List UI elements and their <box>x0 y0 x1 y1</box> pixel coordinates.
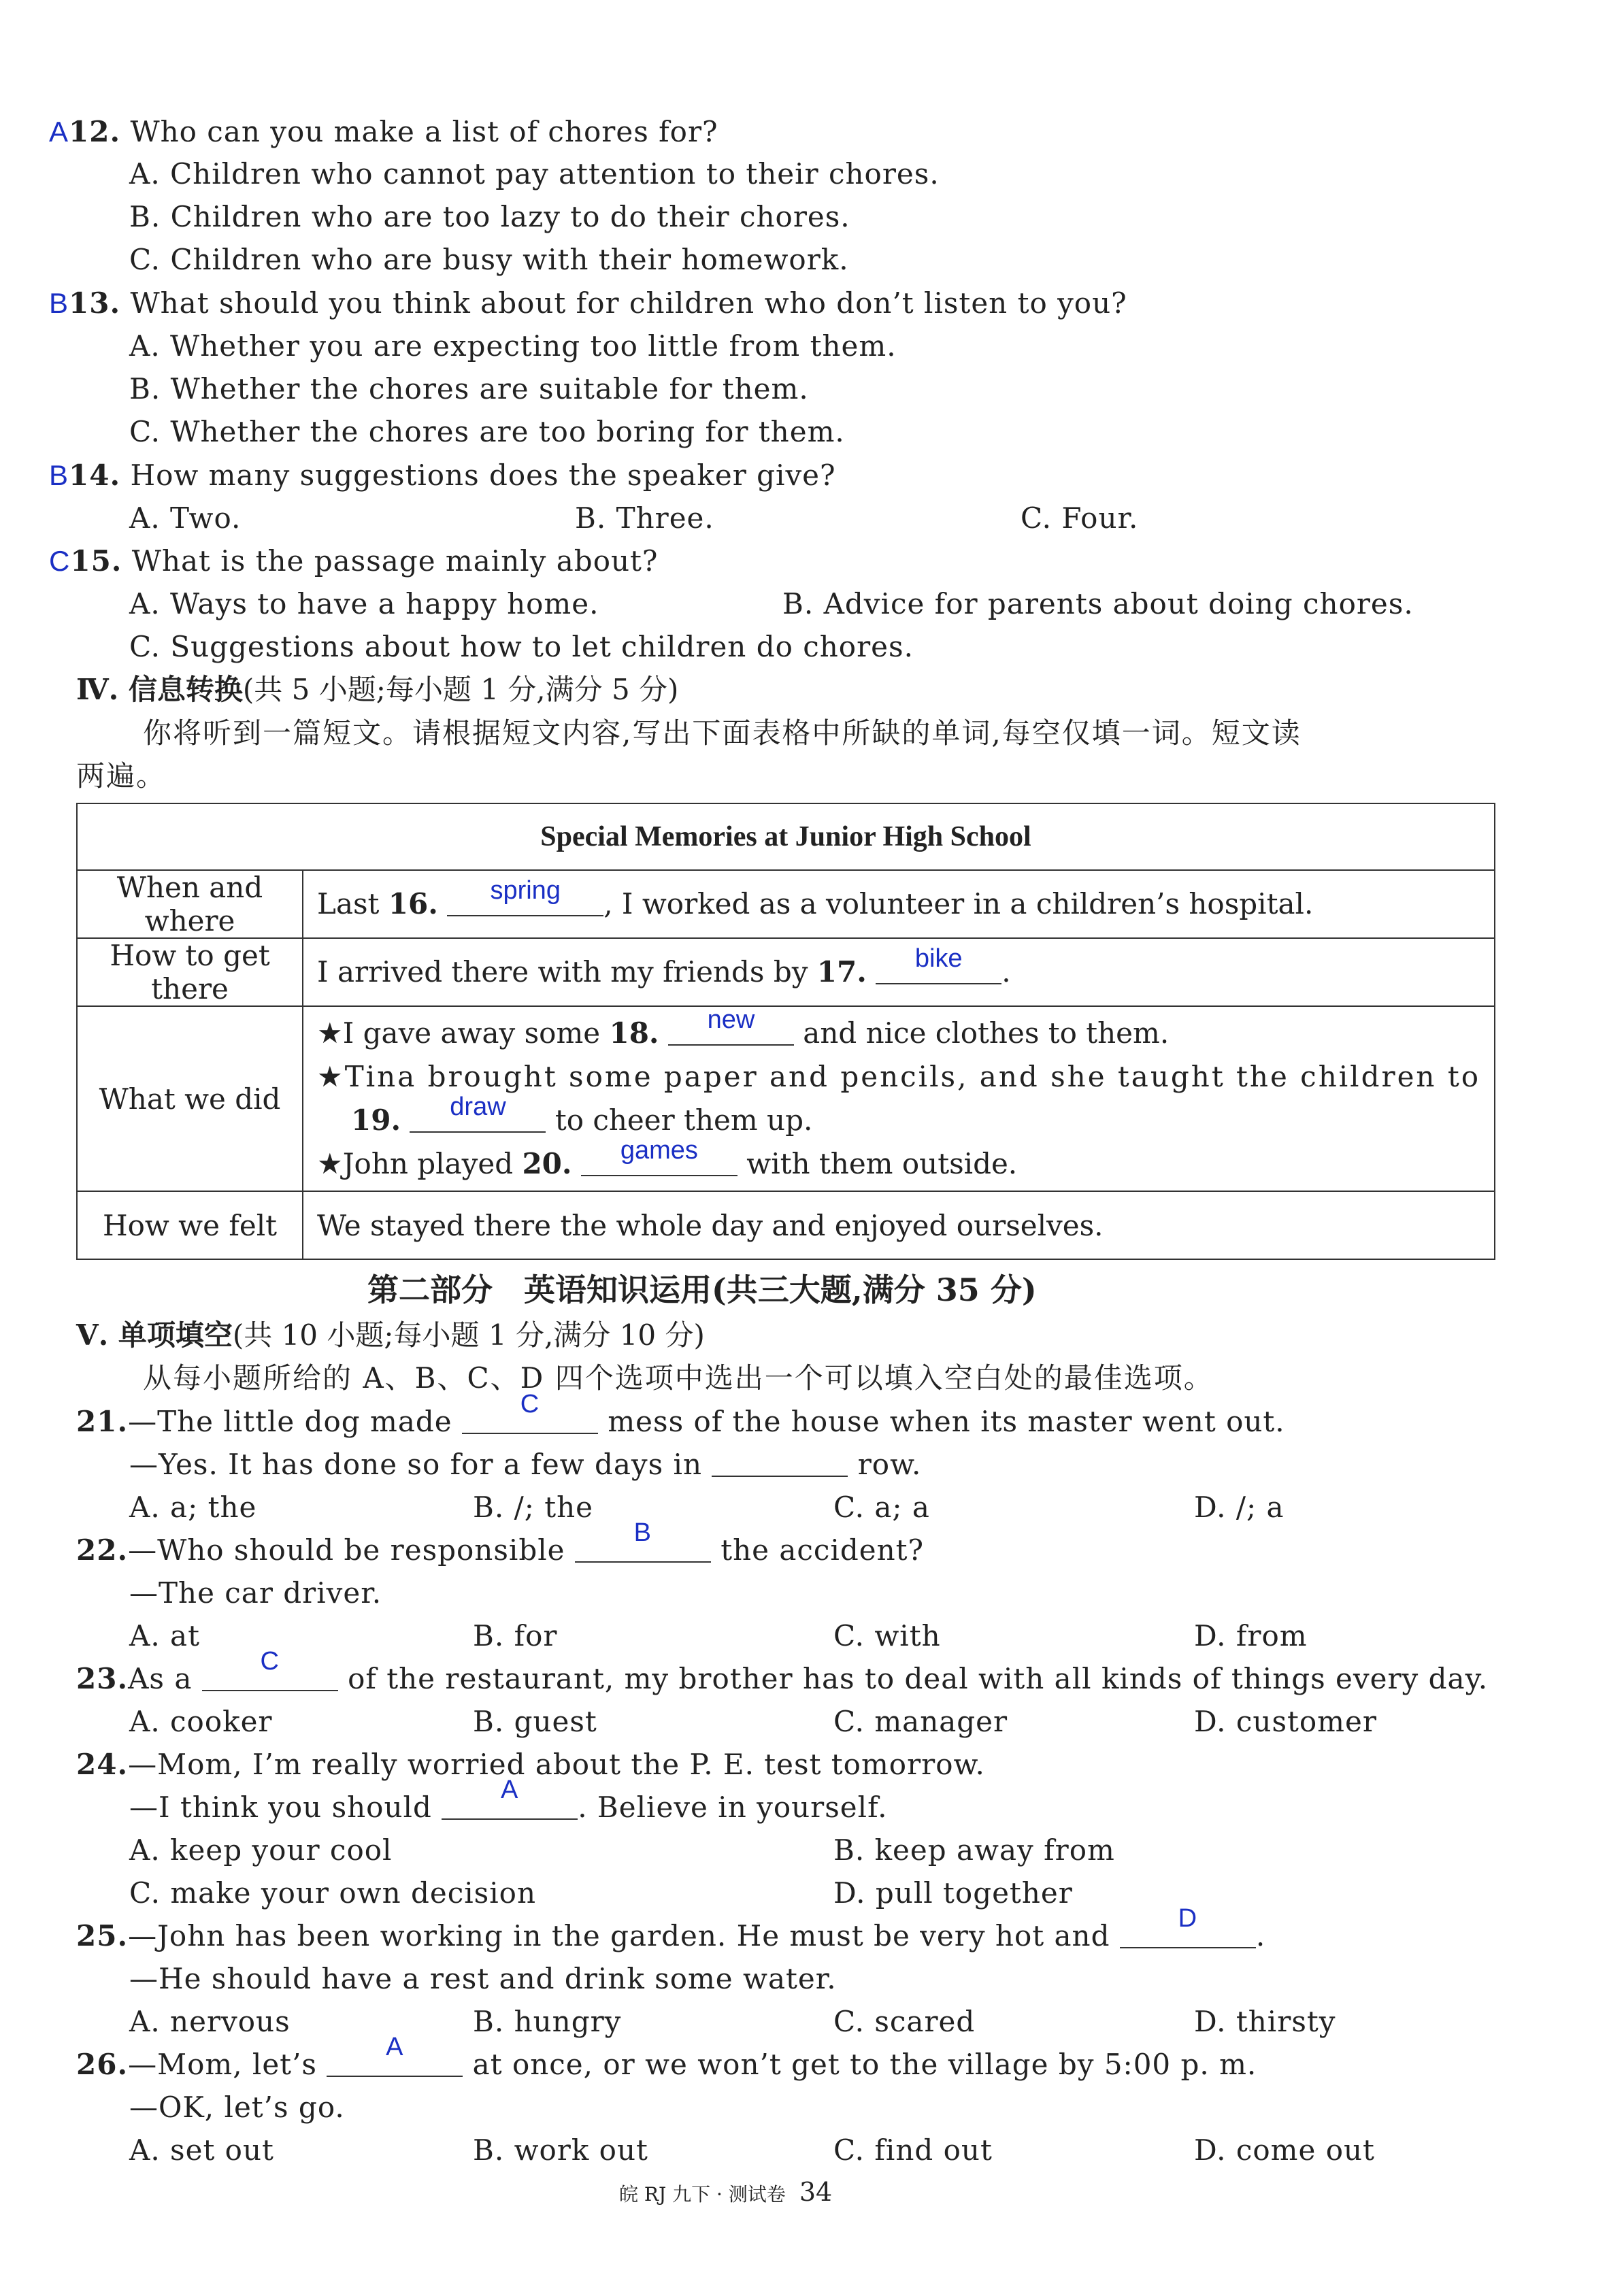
text: ★John played <box>317 1147 523 1180</box>
section-4-instruction: 你将听到一篇短文。请根据短文内容,写出下面表格中所缺的单词,每空仅填一词。短文读 <box>143 716 1302 750</box>
question-number: 15. <box>70 544 122 578</box>
question-number: 12. <box>69 115 121 148</box>
row-label: When and where <box>77 870 303 938</box>
option-26b: B. work out <box>473 2133 648 2167</box>
question-24-reply <box>129 1776 888 1825</box>
row-content: We stayed there the whole day and enjoyed ourselves. <box>303 1191 1495 1259</box>
answer-blank-17[interactable] <box>876 944 1001 984</box>
option-13c: C. Whether the chores are too boring for them. <box>129 415 845 448</box>
handwritten-answer: spring <box>490 876 561 905</box>
table-title: Special Memories at Junior High School <box>77 803 1495 870</box>
section-title: Ⅳ. 信息转换 <box>76 673 243 706</box>
text: —Yes. It has done so for a few days in <box>129 1448 712 1481</box>
row-label: How we felt <box>77 1191 303 1259</box>
text: As a <box>128 1662 202 1695</box>
answer-blank[interactable] <box>462 1390 598 1434</box>
answer-blank[interactable] <box>1120 1904 1256 1948</box>
handwritten-answer: A <box>501 1776 519 1804</box>
blank-number: 20. <box>522 1147 572 1180</box>
option-15b: B. Advice for parents about doing chores. <box>782 587 1414 620</box>
answer-blank-20[interactable] <box>581 1136 738 1176</box>
option-24a: A. keep your cool <box>129 1833 393 1867</box>
answer-blank[interactable] <box>202 1647 338 1691</box>
option-22c: C. with <box>833 1619 941 1652</box>
section-title: Ⅴ. 单项填空 <box>76 1318 233 1352</box>
question-22 <box>76 1518 925 1568</box>
blank[interactable] <box>712 1450 848 1477</box>
question-22-reply: —The car driver. <box>129 1576 382 1610</box>
answer-blank[interactable] <box>575 1518 711 1563</box>
handwritten-answer: new <box>707 1005 755 1034</box>
option-13b: B. Whether the chores are suitable for them. <box>129 372 809 405</box>
blank-number: 16. <box>388 887 438 920</box>
option-26a: A. set out <box>129 2133 274 2167</box>
option-26c: C. find out <box>833 2133 993 2167</box>
handwritten-answer: B <box>633 1518 652 1547</box>
section-5-instruction: 从每小题所给的 A、B、C、D 四个选项中选出一个可以填入空白处的最佳选项。 <box>143 1361 1214 1395</box>
question-number: 24. <box>76 1748 129 1781</box>
blank-number: 17. <box>816 955 867 988</box>
blank-number: 18. <box>609 1016 659 1050</box>
question-text: What should you think about for children who don’t listen to you? <box>130 286 1127 320</box>
text: and nice clothes to them. <box>793 1016 1170 1050</box>
section-5-heading <box>76 1318 705 1353</box>
text: row. <box>848 1448 922 1481</box>
section-scoring: (共 5 小题;每小题 1 分,满分 5 分) <box>242 673 679 706</box>
question-number: 14. <box>69 459 121 492</box>
option-12a: A. Children who cannot pay attention to their chores. <box>129 157 940 190</box>
option-15c: C. Suggestions about how to let children do chores. <box>129 630 914 663</box>
text: . Believe in yourself. <box>578 1791 888 1824</box>
option-24d: D. pull together <box>833 1876 1073 1910</box>
question-number: 26. <box>76 2048 129 2081</box>
option-25b: B. hungry <box>473 2005 622 2038</box>
question-15 <box>49 544 658 579</box>
handwritten-answer: games <box>620 1136 698 1165</box>
question-number: 13. <box>69 286 121 320</box>
option-13a: A. Whether you are expecting too little from them. <box>129 329 897 363</box>
text: ★Tina brought some paper and pencils, and she taught the children to <box>317 1060 1480 1093</box>
text: —Mom, I’m really worried about the P. E. test tomorrow. <box>128 1748 985 1781</box>
text: Last <box>317 887 388 920</box>
option-21c: C. a; a <box>833 1491 930 1524</box>
option-23d: D. customer <box>1194 1705 1377 1738</box>
text: ★I gave away some <box>317 1016 610 1050</box>
row-content <box>303 870 1495 938</box>
option-12b: B. Children who are too lazy to do their chores. <box>129 200 850 233</box>
row-label: What we did <box>77 1006 303 1191</box>
section-4-instruction-cont: 两遍。 <box>76 759 167 793</box>
question-21-reply <box>129 1447 921 1482</box>
option-15a: A. Ways to have a happy home. <box>129 587 599 620</box>
question-25-reply: —He should have a rest and drink some water. <box>129 1962 837 1995</box>
question-text: Who can you make a list of chores for? <box>130 115 718 148</box>
text: the accident? <box>710 1533 925 1567</box>
question-number: 23. <box>76 1662 129 1695</box>
blank-number: 19. <box>351 1103 401 1137</box>
memories-table <box>76 803 1495 1260</box>
question-number: 21. <box>76 1405 129 1438</box>
text: —I think you should <box>129 1791 442 1824</box>
option-26d: D. come out <box>1194 2133 1375 2167</box>
question-text: How many suggestions does the speaker give? <box>130 459 836 492</box>
row-content <box>303 938 1495 1006</box>
question-26 <box>76 2033 1257 2082</box>
handwritten-answer: C <box>520 1390 540 1418</box>
text: —Mom, let’s <box>128 2048 327 2081</box>
option-21a: A. a; the <box>129 1491 257 1524</box>
option-22b: B. for <box>473 1619 558 1652</box>
part-2-title: 第二部分 英语知识运用(共三大题,满分 35 分) <box>367 1271 1037 1308</box>
option-21b: B. /; the <box>473 1491 593 1524</box>
section-4-heading <box>76 672 678 708</box>
question-23 <box>76 1647 1489 1697</box>
option-14c: C. Four. <box>1021 501 1139 535</box>
answer-mark: B <box>49 459 69 491</box>
handwritten-answer: D <box>1178 1904 1198 1933</box>
text: . <box>1255 1919 1266 1952</box>
option-14b: B. Three. <box>575 501 714 535</box>
question-21 <box>76 1390 1285 1440</box>
question-13 <box>49 286 1127 321</box>
row-content <box>303 1006 1495 1191</box>
handwritten-answer: draw <box>450 1093 506 1121</box>
handwritten-answer: bike <box>914 944 963 973</box>
option-23b: B. guest <box>473 1705 597 1738</box>
section-scoring: (共 10 小题;每小题 1 分,满分 10 分) <box>232 1318 705 1352</box>
text: mess of the house when its master went out. <box>597 1405 1285 1438</box>
text: . <box>1001 955 1011 988</box>
footer-label: 皖 RJ 九下 · 测试卷 <box>619 2183 786 2206</box>
text: I arrived there with my friends by <box>317 955 817 988</box>
option-12c: C. Children who are busy with their homework. <box>129 243 849 276</box>
question-26-reply: —OK, let’s go. <box>129 2091 345 2124</box>
text: —Who should be responsible <box>128 1533 575 1567</box>
option-22d: D. from <box>1194 1619 1308 1652</box>
option-25c: C. scared <box>833 2005 976 2038</box>
answer-blank-16[interactable] <box>447 876 603 916</box>
question-number: 22. <box>76 1533 129 1567</box>
option-25a: A. nervous <box>129 2005 291 2038</box>
option-23c: C. manager <box>833 1705 1008 1738</box>
answer-mark: A <box>49 116 69 148</box>
handwritten-answer: C <box>260 1647 280 1676</box>
answer-mark: C <box>49 545 71 577</box>
text: of the restaurant, my brother has to deal with all kinds of things every day. <box>337 1662 1489 1695</box>
option-22a: A. at <box>129 1619 200 1652</box>
answer-mark: B <box>49 287 69 319</box>
question-12 <box>49 114 718 150</box>
text: —The little dog made <box>128 1405 462 1438</box>
question-text: What is the passage mainly about? <box>131 544 659 578</box>
handwritten-answer: A <box>386 2033 404 2061</box>
option-23a: A. cooker <box>129 1705 273 1738</box>
answer-blank-19[interactable] <box>410 1093 546 1133</box>
question-number: 25. <box>76 1919 129 1952</box>
text: —John has been working in the garden. He must be very hot and <box>128 1919 1120 1952</box>
answer-blank[interactable] <box>442 1776 578 1820</box>
option-24b: B. keep away from <box>833 1833 1115 1867</box>
option-24c: C. make your own decision <box>129 1876 537 1910</box>
text: at once, or we won’t get to the village by 5:00 p. m. <box>463 2048 1257 2081</box>
option-21d: D. /; a <box>1194 1491 1285 1524</box>
question-14 <box>49 458 836 493</box>
text: to cheer them up. <box>546 1103 813 1137</box>
page-footer <box>619 2177 832 2207</box>
answer-blank[interactable] <box>327 2033 463 2077</box>
answer-blank-18[interactable] <box>668 1005 794 1046</box>
page-number: 34 <box>799 2177 833 2207</box>
text: with them outside. <box>737 1147 1018 1180</box>
option-25d: D. thirsty <box>1194 2005 1336 2038</box>
option-14a: A. Two. <box>129 501 242 535</box>
row-label: How to get there <box>77 938 303 1006</box>
question-25 <box>76 1904 1266 1954</box>
text: , I worked as a volunteer in a children’s hospital. <box>603 887 1314 920</box>
